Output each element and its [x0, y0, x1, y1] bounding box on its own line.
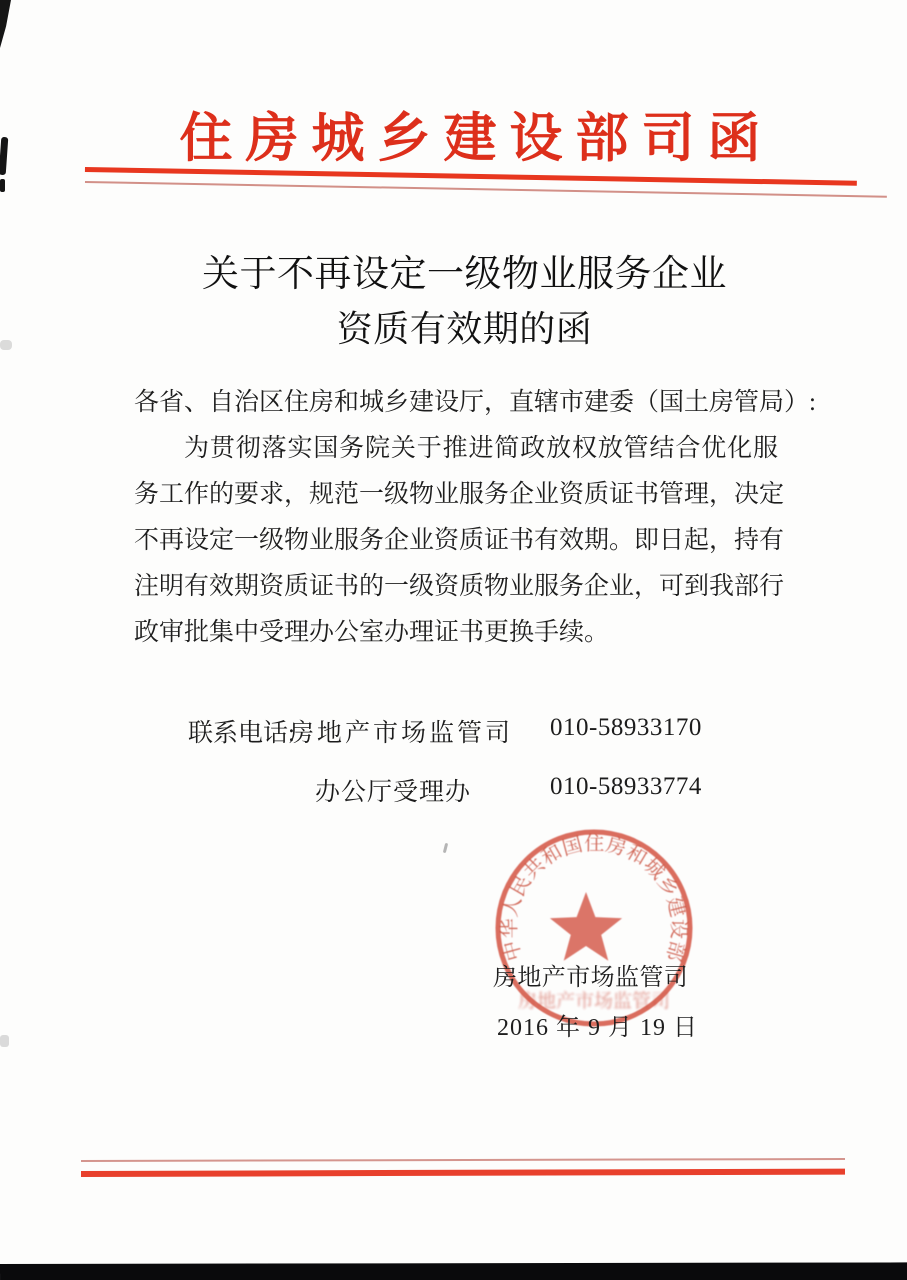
body-line: 政审批集中受理办公室办理证书更换手续。 [134, 619, 610, 646]
scan-artifact-corner [0, 0, 11, 48]
scan-artifact-edge-mark [0, 179, 5, 192]
body-line: 不再设定一级物业服务企业资质证书有效期。即日起，持有 [134, 527, 785, 554]
scan-artifact-speck [443, 843, 448, 853]
scan-artifact-smudge [0, 1035, 9, 1047]
footer-rule-thin [81, 1158, 845, 1162]
seal-bottom-text: 房地产市场监管司 [517, 991, 671, 1012]
star-icon [550, 892, 622, 961]
official-seal [489, 823, 699, 1033]
body-line: 注明有效期资质证书的一级资质物业服务企业，可到我部行 [134, 573, 785, 600]
doc-title-line2: 资质有效期的函 [336, 309, 593, 349]
contact-phone: 010-58933774 [550, 773, 702, 800]
body-line: 为贯彻落实国务院关于推进简政放权放管结合优化服 [184, 435, 778, 462]
signature-date: 2016 年 9 月 19 日 [497, 1015, 698, 1041]
body-text [134, 380, 816, 656]
seal-ring-text: 中华人民共和国住房和城乡建设部 [498, 832, 690, 965]
contact-phone: 010-58933170 [550, 714, 702, 741]
salutation-line: 各省、自治区住房和城乡建设厅，直辖市建委（国土房管局）: [134, 389, 816, 416]
doc-title-line1: 关于不再设定一级物业服务企业 [202, 254, 727, 295]
signature-department: 房地产市场监管司 [493, 965, 689, 991]
letterhead-title: 住房城乡建设部司函 [179, 110, 774, 168]
footer-rule-thick [81, 1169, 845, 1177]
contact-department: 办公厅受理办 [315, 779, 472, 806]
contact-label: 联系电话: [188, 720, 295, 747]
scan-artifact-smudge [0, 340, 12, 350]
contact-department: 房地产市场监管司 [289, 720, 514, 747]
bottom-scan-bar [0, 1262, 907, 1280]
body-line: 务工作的要求，规范一级物业服务企业资质证书管理，决定 [134, 481, 785, 508]
